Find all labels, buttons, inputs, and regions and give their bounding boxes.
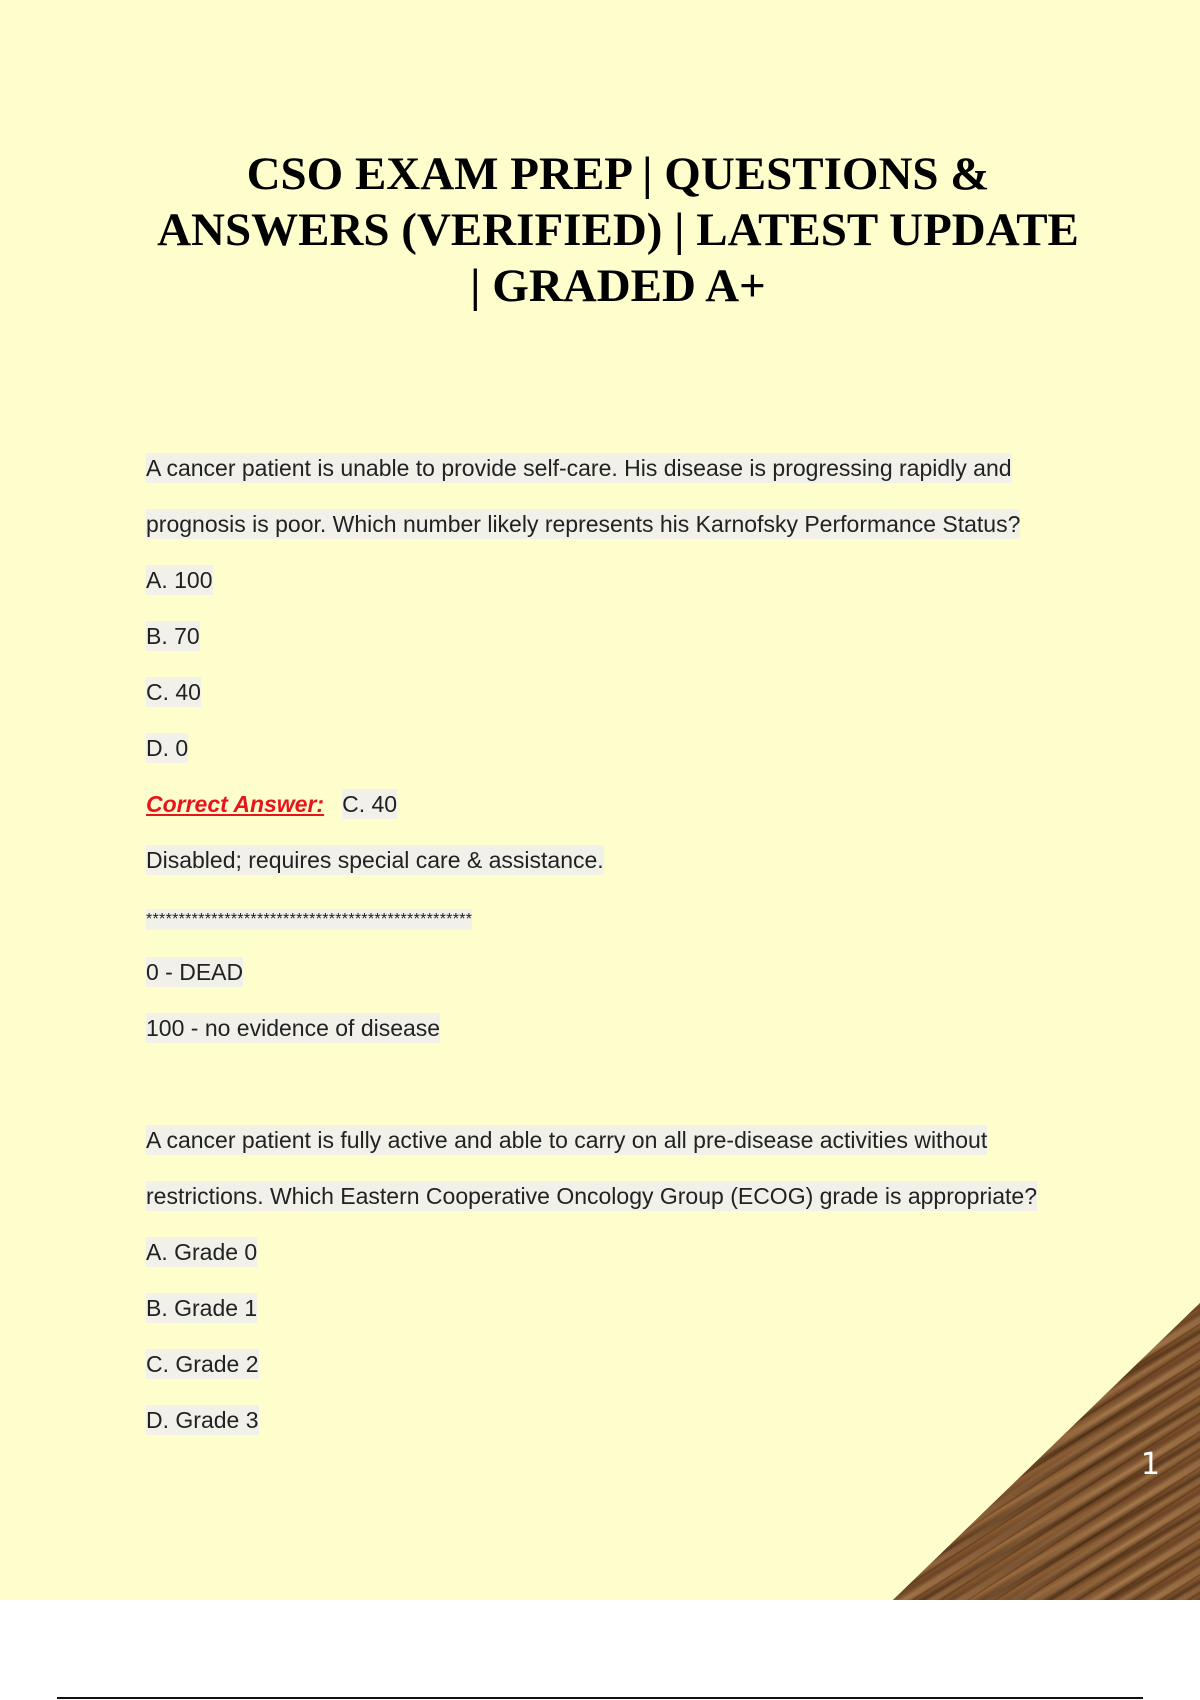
question-2-stem-line-1: A cancer patient is fully active and able to carry on all pre-disease activities without <box>146 1127 988 1153</box>
document-title: CSO EXAM PREP | QUESTIONS & ANSWERS (VERIFIED) | LATEST UPDATE | GRADED A+ <box>157 148 1079 312</box>
question-1-stem-line-2: prognosis is poor. Which number likely represents his Karnofsky Performance Status? <box>146 511 1021 537</box>
correct-answer-value: C. 40 <box>342 791 398 817</box>
question-2-option-a: A. Grade 0 <box>146 1239 258 1265</box>
spacer <box>146 1056 1106 1112</box>
question-1-separator: ************************************************** <box>146 911 473 928</box>
question-1-option-c: C. 40 <box>146 679 201 705</box>
question-1-note-2: 100 - no evidence of disease <box>146 1015 441 1041</box>
question-2-option-d: D. Grade 3 <box>146 1407 259 1433</box>
correct-answer-label: Correct Answer: <box>146 791 325 817</box>
question-1-stem-line-1: A cancer patient is unable to provide self-care. His disease is progressing rapidly and <box>146 455 1012 481</box>
question-1 <box>146 440 1106 1056</box>
document-body <box>146 440 1106 1448</box>
page-number: 1 <box>1140 1447 1160 1482</box>
question-1-option-b: B. 70 <box>146 623 200 649</box>
question-1-option-a: A. 100 <box>146 567 213 593</box>
question-1-explanation: Disabled; requires special care & assistance. <box>146 847 604 873</box>
question-1-option-d: D. 0 <box>146 735 189 761</box>
question-1-note-1: 0 - DEAD <box>146 959 244 985</box>
footer-divider <box>57 1697 1143 1699</box>
question-2-option-b: B. Grade 1 <box>146 1295 258 1321</box>
question-2-option-c: C. Grade 2 <box>146 1351 259 1377</box>
question-1-correct-answer <box>146 776 1106 832</box>
question-2-stem-line-2: restrictions. Which Eastern Cooperative Oncology Group (ECOG) grade is appropriate? <box>146 1183 1038 1209</box>
question-2 <box>146 1112 1106 1448</box>
